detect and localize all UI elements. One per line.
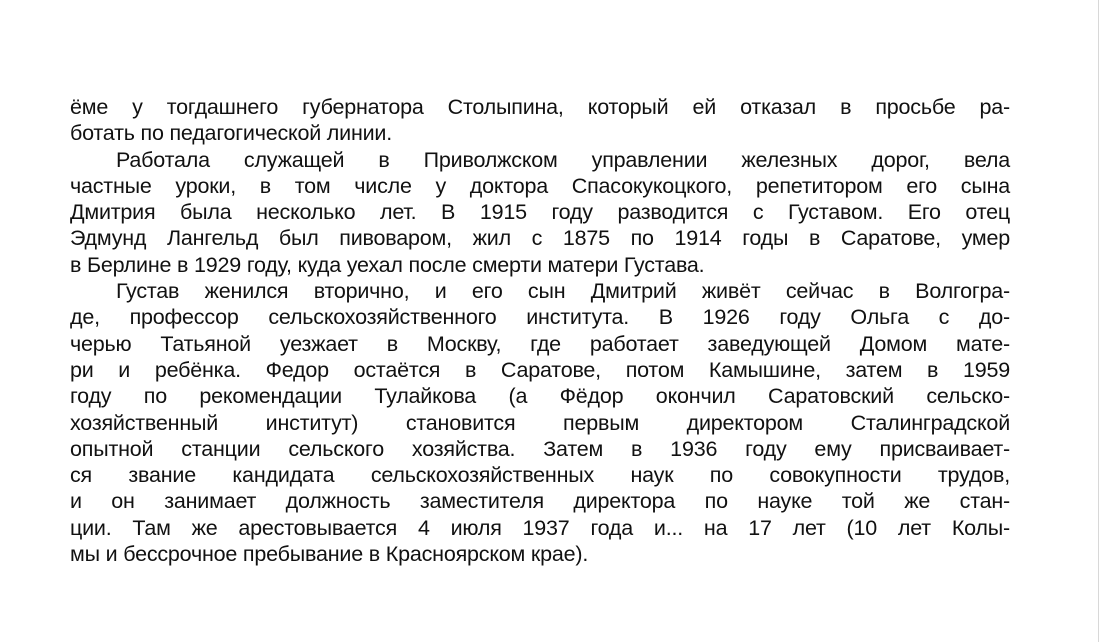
text-line: ёме у тогдашнего губернатора Столыпина, который ей отказал в просьбе ра-: [70, 95, 1010, 119]
text-line: и он занимает должность заместителя директора по науке той же стан-: [70, 489, 1010, 514]
text-line: черью Татьяной уезжает в Москву, где работает заведующей Домом мате-: [70, 331, 1010, 356]
text-line: Эдмунд Лангельд был пивоваром, жил с 1875 по 1914 годы в Саратове, умер: [70, 226, 1010, 251]
text-line: в Берлине в 1929 году, куда уехал после смерти матери Густава.: [70, 252, 705, 277]
text-line: году по рекомендации Тулайкова (а Фёдор окончил Саратовский сельско-: [70, 384, 1010, 409]
text-line: хозяйственный институт) становится первым директором Сталинградской: [70, 410, 1010, 435]
text-line: мы и бессрочное пребывание в Красноярском крае).: [70, 542, 589, 567]
paragraph-start-line: Работала служащей в Приволжском управлении железных дорог, вела: [116, 147, 1010, 172]
text-line: частные уроки, в том числе у доктора Спасокукоцкого, репетитором его сына: [70, 173, 1010, 198]
text-line: ри и ребёнка. Федор остаётся в Саратове, потом Камышине, затем в 1959: [70, 357, 1010, 382]
text-line: ботать по педагогической линии.: [70, 121, 393, 146]
text-line: Дмитрия была несколько лет. В 1915 году разводится с Густавом. Его отец: [70, 200, 1010, 225]
text-line: де, профессор сельскохозяйственного института. В 1926 году Ольга с до-: [70, 305, 1010, 330]
paragraph-start-line: Густав женился вторично, и его сын Дмитрий живёт сейчас в Волгогра-: [116, 279, 1010, 304]
text-line: ции. Там же арестовывается 4 июля 1937 года и... на 17 лет (10 лет Колы-: [70, 515, 1010, 540]
text-line: опытной станции сельского хозяйства. Затем в 1936 году ему присваивает-: [70, 436, 1010, 461]
body-text: [70, 94, 1010, 567]
text-line: ся звание кандидата сельскохозяйственных наук по совокупности трудов,: [70, 463, 1010, 488]
